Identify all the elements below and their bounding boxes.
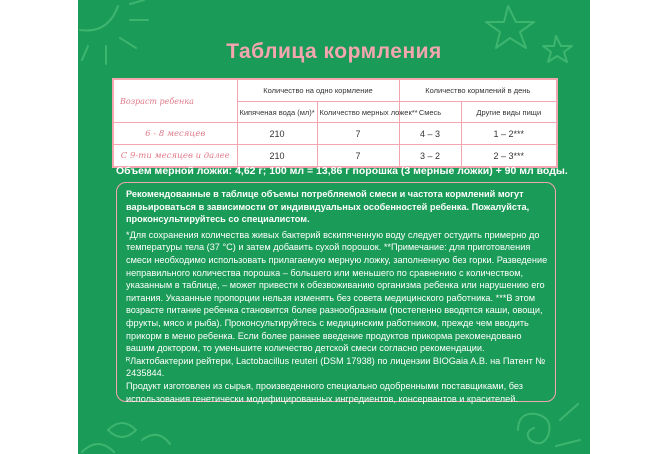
age-cell: 6 - 8 месяцев — [113, 123, 237, 145]
water-cell: 210 — [237, 123, 317, 145]
spiral-doodle-icon — [518, 404, 580, 446]
page-title: Таблица кормления — [226, 40, 442, 63]
feeding-panel — [78, 0, 590, 454]
mix-cell: 3 – 2 — [399, 145, 461, 168]
other-food-cell: 2 – 3*** — [461, 145, 557, 168]
leaf-doodle-icon — [82, 423, 170, 452]
info-text-block — [126, 188, 550, 405]
age-column-header: Возраст ребенка — [113, 79, 237, 123]
other-food-column-header: Другие виды пищи — [461, 102, 557, 123]
table-row — [113, 145, 557, 168]
mix-cell: 4 – 3 — [399, 123, 461, 145]
mix-column-header: Смесь — [399, 102, 461, 123]
spoons-cell: 7 — [317, 123, 399, 145]
ingredients-origin-paragraph: Продукт изготовлен из сырья, произведенного специально одобренными поставщиками, без использования генетически модифицированных ингредиентов, консервантов и красителей. — [126, 380, 523, 404]
spoons-cell: 7 — [317, 145, 399, 168]
footnotes-paragraph: *Для сохранения количества живых бактерий вскипяченную воду следует остудить примерно до температуры тела (37 °С) и затем добавить сухой порошок. **Примечание: для приготовления смеси необходимо использовать прилагаемую мерную ложку, заполненную без горки. Разведение неправильного количества порошка – большего или меньшего по сравнению с количеством, указанным в таблице, – может привести к обезвоживанию организма ребенка или нарушению его питания. Указанные пропорции нельзя изменять без совета медицинского работника. ***В этом возрасте питание ребенка становится более разнообразным (постепенно вводятся каши, овощи, фрукты, мясо и рыба). Проконсультируйтесь с медицинским работником, прежде чем вводить прикорм в меню ребенка. Если более раннее введение продуктов прикорма рекомендовано вашим доктором, то уменьшите количество детской смеси согласно рекомендации. — [126, 229, 548, 354]
other-food-cell: 1 – 2*** — [461, 123, 557, 145]
patent-paragraph: ᴿЛактобактерии рейтери, Lactobacillus reuteri (DSM 17938) по лицензии BIOGaia A.B. на Патент № 2435844. — [126, 355, 546, 379]
water-cell: 210 — [237, 145, 317, 168]
age-cell: С 9-ти месяцев и далее — [113, 145, 237, 168]
table-row — [113, 123, 557, 145]
recommendation-paragraph: Рекомендованные в таблице объемы потребляемой смеси и частота кормлений могут варьироваться в зависимости от индивидуальных особенностей ребенка. Пожалуйста, проконсультируйтесь со специалистом. — [126, 189, 530, 225]
spoons-column-header: Количество мерных ложек** — [317, 102, 399, 123]
feedings-per-day-header: Количество кормлений в день — [399, 79, 557, 102]
measuring-spoon-note: Объем мерной ложки: 4,62 г; 100 мл = 13,86 г порошка (3 мерные ложки) + 90 мл воды. — [116, 165, 568, 177]
feeding-table — [112, 78, 558, 168]
per-feeding-header: Количество на одно кормление — [237, 79, 399, 102]
water-column-header: Кипяченая вода (мл)* — [237, 102, 317, 123]
